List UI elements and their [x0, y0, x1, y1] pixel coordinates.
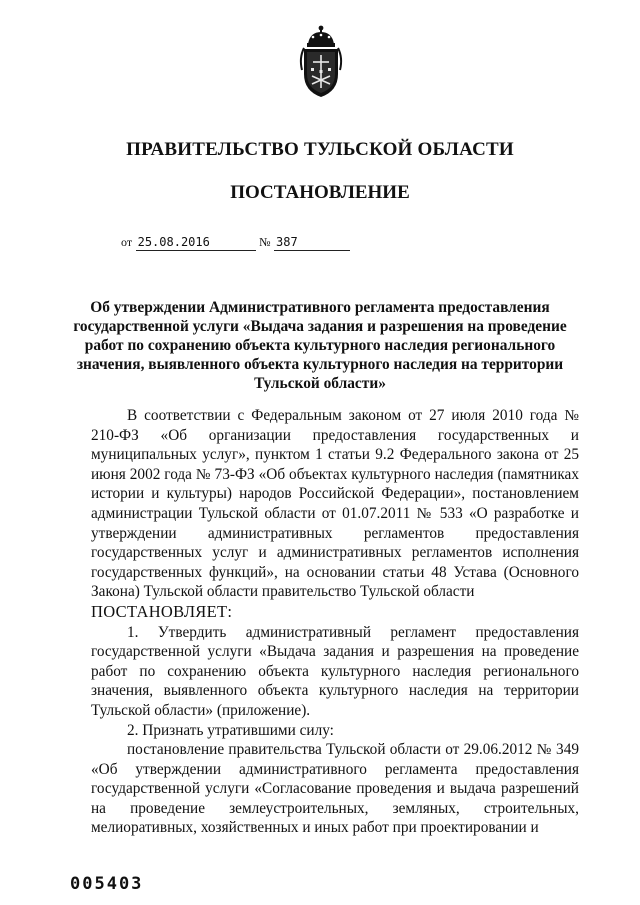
item-2-paragraph: 2. Признать утратившими силу:: [127, 721, 334, 739]
date-prefix: от: [121, 235, 133, 249]
item-1-paragraph: 1. Утвердить административный регламент предоставления государственной услуги «Выдача задания и разрешения на проведение работ по сохранению объекта культурного наследия регионального значения, выявленного объекта культурного наследия на территории Тульской области» (приложение).: [91, 623, 579, 719]
decree-word-text: ПОСТАНОВЛЯЕТ:: [91, 601, 233, 621]
coat-of-arms-icon: [296, 24, 346, 100]
document-number: 387: [274, 234, 350, 251]
government-title: ПРАВИТЕЛЬСТВО ТУЛЬСКОЙ ОБЛАСТИ: [126, 139, 514, 160]
document-date: 25.08.2016: [136, 234, 256, 251]
number-prefix: №: [259, 235, 271, 249]
item-2-text-paragraph: постановление правительства Тульской области от 29.06.2012 № 349 «Об утверждении административного регламента предоставления государственной услуги «Согласование проведения и выдача разрешений на проведение землеустроительных, земляных, строительных, мелиоративных, хозяйственных и иных работ при проектировании и: [91, 741, 579, 837]
preamble-paragraph: В соответствии с Федеральным законом от 27 июля 2010 года № 210-ФЗ «Об организации предоставления государственных и муниципальных услуг», пунктом 1 статьи 9.2 Федерального закона от 25 июня 2002 года № 73-ФЗ «Об объектах культурного наследия (памятниках истории и культуры) народов Российской Федерации», постановлением администрации Тульской области от 01.07.2011 № 533 «О разработке и утверждении административных регламентов предоставления государственных услуг и административных регламентов исполнения государственных функций», на основании статьи 48 Устава (Основного Закона) Тульской области правительство Тульской области: [91, 407, 579, 601]
document-subject: Об утверждении Административного регламента предоставления государственной услуги «Выдача задания и разрешения на проведение работ по сохранению объекта культурного наследия регионального значения, выявленного объекта культурного наследия на территории Тульской области»: [73, 299, 567, 392]
date-number-line: [121, 234, 350, 251]
decree-word: [91, 602, 579, 623]
document-body: [91, 406, 579, 838]
document-type: ПОСТАНОВЛЕНИЕ: [230, 182, 410, 203]
serial-number: 005403: [70, 874, 144, 894]
